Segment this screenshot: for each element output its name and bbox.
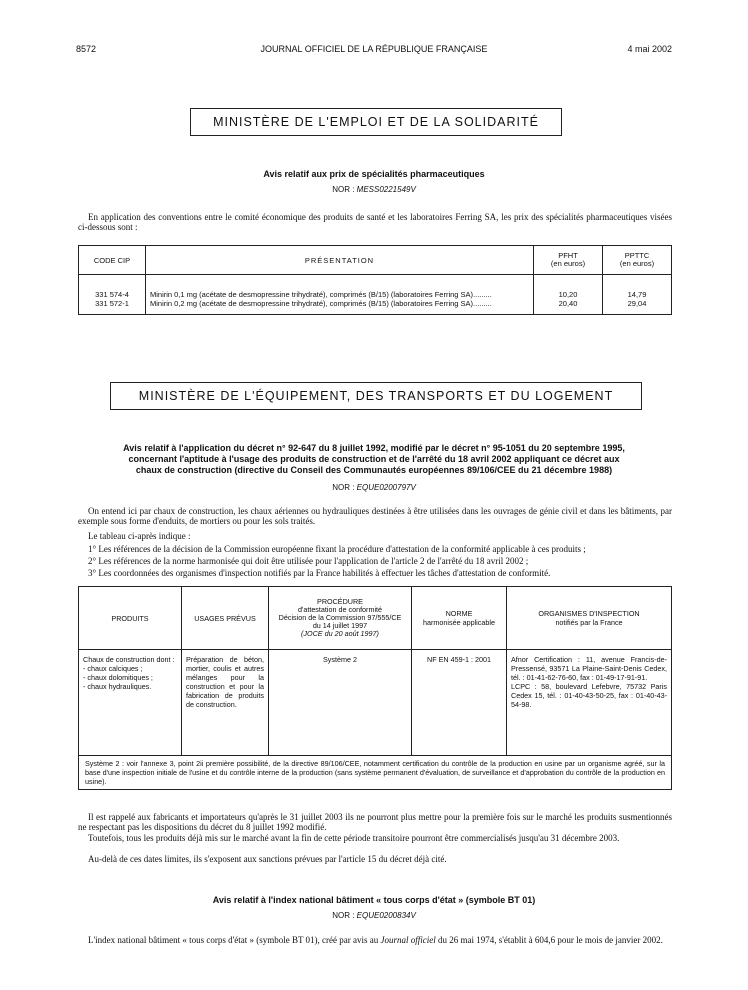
- col-usages: USAGES PRÉVUS: [182, 587, 269, 650]
- index-paragraph: L'index national bâtiment « tous corps d'état » (symbole BT 01), créé par avis au Journal officiel du 26 mai 1974, s'établit à 604,6 pour le mois de janvier 2002.: [88, 935, 663, 945]
- col-norme: NORME harmonisée applicable: [412, 587, 507, 650]
- header-date: 4 mai 2002: [627, 44, 672, 54]
- col-presentation: PRÉSENTATION: [146, 246, 534, 275]
- after-paragraph-3: Au-delà de ces dates limites, ils s'exposent aux sanctions prévues par l'article 15 du décret déjà cité.: [88, 854, 447, 864]
- col-code-cip: CODE CIP: [79, 246, 146, 275]
- nor-reference-2: [0, 483, 748, 492]
- list-intro: Le tableau ci-après indique :: [88, 531, 191, 541]
- col-pfht: PFHT (en euros): [534, 246, 603, 275]
- col-organismes: ORGANISMES D'INSPECTION notifiés par la France: [507, 587, 672, 650]
- price-table: [78, 245, 672, 315]
- list-item: 3° Les coordonnées des organismes d'inspection notifiés par la France habilités à effectuer les tâches d'attestation de conformité.: [88, 568, 551, 578]
- table-row: 331 574-4 Minirin 0,1 mg (acétate de desmopressine trihydraté), comprimés (B/15) (laboratoires Ferring SA)......... 10,20 14,79: [79, 275, 672, 300]
- cell-procedure: Système 2: [269, 650, 412, 756]
- col-procedure: PROCÉDURE d'attestation de conformité Décision de la Commission 97/555/CE du 14 juillet 1997 (JOCE du 20 août 1997): [269, 587, 412, 650]
- ministry-heading-2: MINISTÈRE DE L'ÉQUIPEMENT, DES TRANSPORTS ET DU LOGEMENT: [110, 382, 642, 410]
- cell-norme: NF EN 459-1 : 2001: [412, 650, 507, 756]
- nor-code: MESS0221549V: [356, 185, 416, 194]
- notice-title-3: Avis relatif à l'index national bâtiment « tous corps d'état » (symbole BT 01): [212, 895, 536, 905]
- cell-produits: Chaux de construction dont : - chaux calciques ; - chaux dolomitiques ; - chaux hydrauliques.: [79, 650, 182, 756]
- cell-organismes: Afnor Certification : 11, avenue Francis-de-Pressensé, 93571 La Plaine-Saint-Denis Cedex, tél. : 01-41-62-76-60, fax : 01-49-17-91-91. LCPC : 58, boulevard Lefebvre, 75732 Paris Cedex 15, tél. : 01-40-43-50-25, fax : 01-40-43-54-98.: [507, 650, 672, 756]
- after-paragraph-2: Toutefois, tous les produits déjà mis sur le marché avant la fin de cette période transitoire pourront être commercialisés jusqu'au 31 décembre 2003.: [88, 833, 620, 843]
- ministry-heading: MINISTÈRE DE L'EMPLOI ET DE LA SOLIDARITÉ: [190, 108, 562, 136]
- list-item: 1° Les références de la décision de la Commission européenne fixant la procédure d'attestation de la conformité applicable à ces produits ;: [88, 544, 586, 554]
- notice-title-2: Avis relatif à l'application du décret n° 92-647 du 8 juillet 1992, modifié par le décret n° 95-1051 du 20 septembre 1995, concernant l'aptitude à l'usage des produits de construction et de l'arrêté du 18 avril 2002 appliquant ce décret aux chaux de construction (directive du Conseil des Communautés européennes 89/106/CEE du 21 décembre 1988): [123, 443, 625, 475]
- table-row: 331 572-1 Minirin 0,2 mg (acétate de desmopressine trihydraté), comprimés (B/15) (laboratoires Ferring SA)......... 20,40 29,04: [79, 299, 672, 315]
- journal-title: JOURNAL OFFICIEL DE LA RÉPUBLIQUE FRANÇAISE: [260, 44, 488, 54]
- nor-label: NOR :: [332, 911, 355, 920]
- nor-reference: [0, 185, 748, 194]
- table-footnote: Système 2 : voir l'annexe 3, point 2ii première possibilité, de la directive 89/106/CEE, notamment certification du contrôle de la production en usine par un organisme agréé, sur la base d'une inspection initiale de l'usine et du contrôle interne de la production (sans système permanent d'évaluation, de surveillance et d'approbation du contrôle de la production en usine).: [79, 756, 672, 790]
- nor-label: NOR :: [332, 185, 355, 194]
- col-ppttc: PPTTC (en euros): [603, 246, 672, 275]
- list-item: 2° Les références de la norme harmonisée qui doit être utilisée pour l'application de l'article 2 de l'arrêté du 18 avril 2002 ;: [88, 556, 529, 566]
- after-paragraph-1: Il est rappelé aux fabricants et importateurs qu'après le 31 juillet 2003 ils ne pourront plus mettre pour la première fois sur le marché les produits susmentionnés ne respectant pas les dispositions du décret du 8 juillet 1992 modifié.: [78, 812, 672, 832]
- nor-reference-3: [0, 911, 748, 920]
- notice-title: Avis relatif aux prix de spécialités pharmaceutiques: [263, 169, 485, 179]
- nor-label: NOR :: [332, 483, 355, 492]
- cell-usages: Préparation de béton, mortier, coulis et autres mélanges pour la construction et pour la fabrication de produits de construction.: [182, 650, 269, 756]
- table-row: [79, 650, 672, 756]
- nor-code: EQUE0200797V: [356, 483, 416, 492]
- col-produits: PRODUITS: [79, 587, 182, 650]
- nor-code: EQUE0200834V: [356, 911, 416, 920]
- lime-table: [78, 586, 672, 790]
- page-number: 8572: [76, 44, 97, 54]
- intro-paragraph: En application des conventions entre le comité économique des produits de santé et les laboratoires Ferring SA, les prix des spécialités pharmaceutiques visées ci-dessous sont :: [78, 212, 672, 232]
- definition-paragraph: On entend ici par chaux de construction, les chaux aériennes ou hydrauliques destinées à être utilisées dans les ouvrages de génie civil et dans les bâtiments, par exemple sous forme d'enduits, de mortiers ou pour les sols traités.: [78, 506, 672, 526]
